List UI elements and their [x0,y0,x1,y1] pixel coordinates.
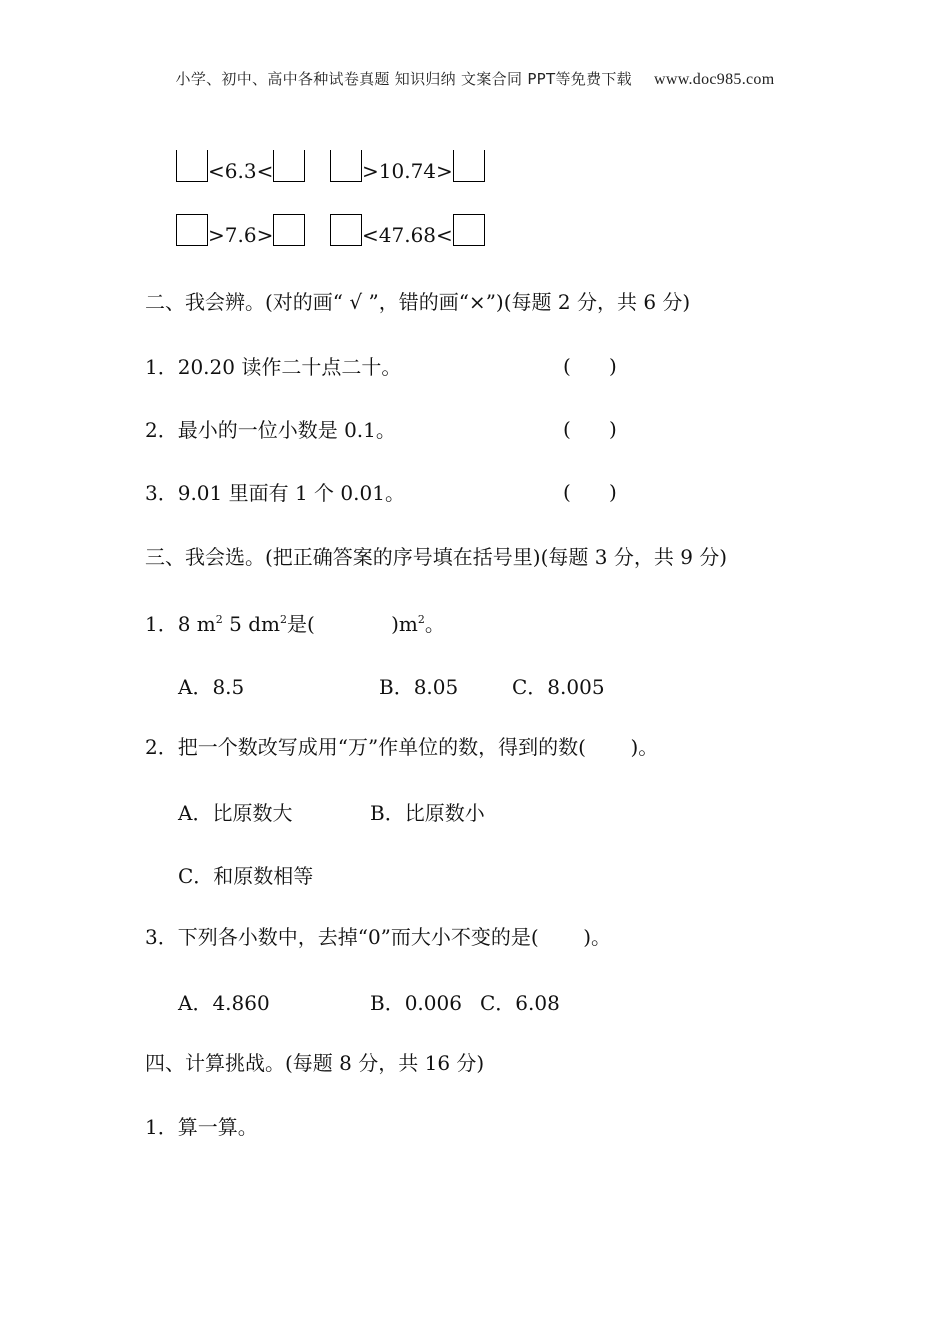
choice-question-3: 3．下列各小数中，去掉“0”而大小不变的是( )。 [145,925,612,949]
q1-sup: 2 [417,613,425,626]
answer-box[interactable] [273,214,305,246]
answer-parens-2[interactable]: ( ) [563,417,617,441]
inequality-text: >7.6> [208,223,274,247]
q3-option-c[interactable]: C．6.08 [480,991,560,1015]
q1-text-part: 1．8 m [145,612,216,636]
inequality-row2-left [176,214,305,247]
answer-box[interactable] [453,214,485,246]
inequality-text: <6.3< [208,159,274,183]
q2-option-c[interactable]: C．和原数相等 [178,864,314,888]
q1-text-part: 5 dm [222,612,280,636]
section2-title: 二、我会辨。(对的画“ √ ”，错的画“×”)(每题 2 分，共 6 分) [145,290,691,314]
q2-option-a[interactable]: A．比原数大 [178,801,293,825]
inequality-row1-right [330,150,485,183]
answer-box[interactable] [176,150,208,182]
q1-option-a[interactable]: A．8.5 [178,675,245,699]
answer-parens-3[interactable]: ( ) [563,480,617,504]
choice-question-2: 2．把一个数改写成用“万”作单位的数，得到的数( )。 [145,735,659,759]
judge-item-2: 2．最小的一位小数是 0.1。 [145,418,396,442]
q3-option-a[interactable]: A．4.860 [178,991,270,1015]
q2-option-b[interactable]: B．比原数小 [370,801,485,825]
header-text: 小学、初中、高中各种试卷真题 知识归纳 文案合同 PPT等免费下载 [175,70,632,88]
section3-title: 三、我会选。(把正确答案的序号填在括号里)(每题 3 分，共 9 分) [145,545,728,569]
q3-option-b[interactable]: B．0.006 [370,991,462,1015]
answer-box[interactable] [330,150,362,182]
choice-question-1 [145,607,445,637]
q1-text-part: 是( )m [287,612,418,636]
answer-parens-1[interactable]: ( ) [563,354,617,378]
q1-sup: 2 [280,613,287,626]
judge-item-1: 1．20.20 读作二十点二十。 [145,355,402,379]
q1-text-part: 。 [424,612,445,636]
inequality-text: >10.74> [362,159,453,183]
answer-box[interactable] [176,214,208,246]
answer-box[interactable] [273,150,305,182]
page-header [0,68,950,89]
q1-option-b[interactable]: B．8.05 [379,675,459,699]
header-url: www.doc985.com [653,71,775,88]
inequality-text: <47.68< [362,223,453,247]
calc-question-1: 1．算一算。 [145,1115,258,1139]
q1-option-c[interactable]: C．8.005 [512,675,605,699]
section4-title: 四、计算挑战。(每题 8 分，共 16 分) [145,1051,485,1075]
judge-item-3: 3．9.01 里面有 1 个 0.01。 [145,481,405,505]
inequality-row2-right [330,214,485,247]
q1-sup: 2 [215,613,223,626]
answer-box[interactable] [453,150,485,182]
answer-box[interactable] [330,214,362,246]
inequality-row1-left [176,150,305,183]
